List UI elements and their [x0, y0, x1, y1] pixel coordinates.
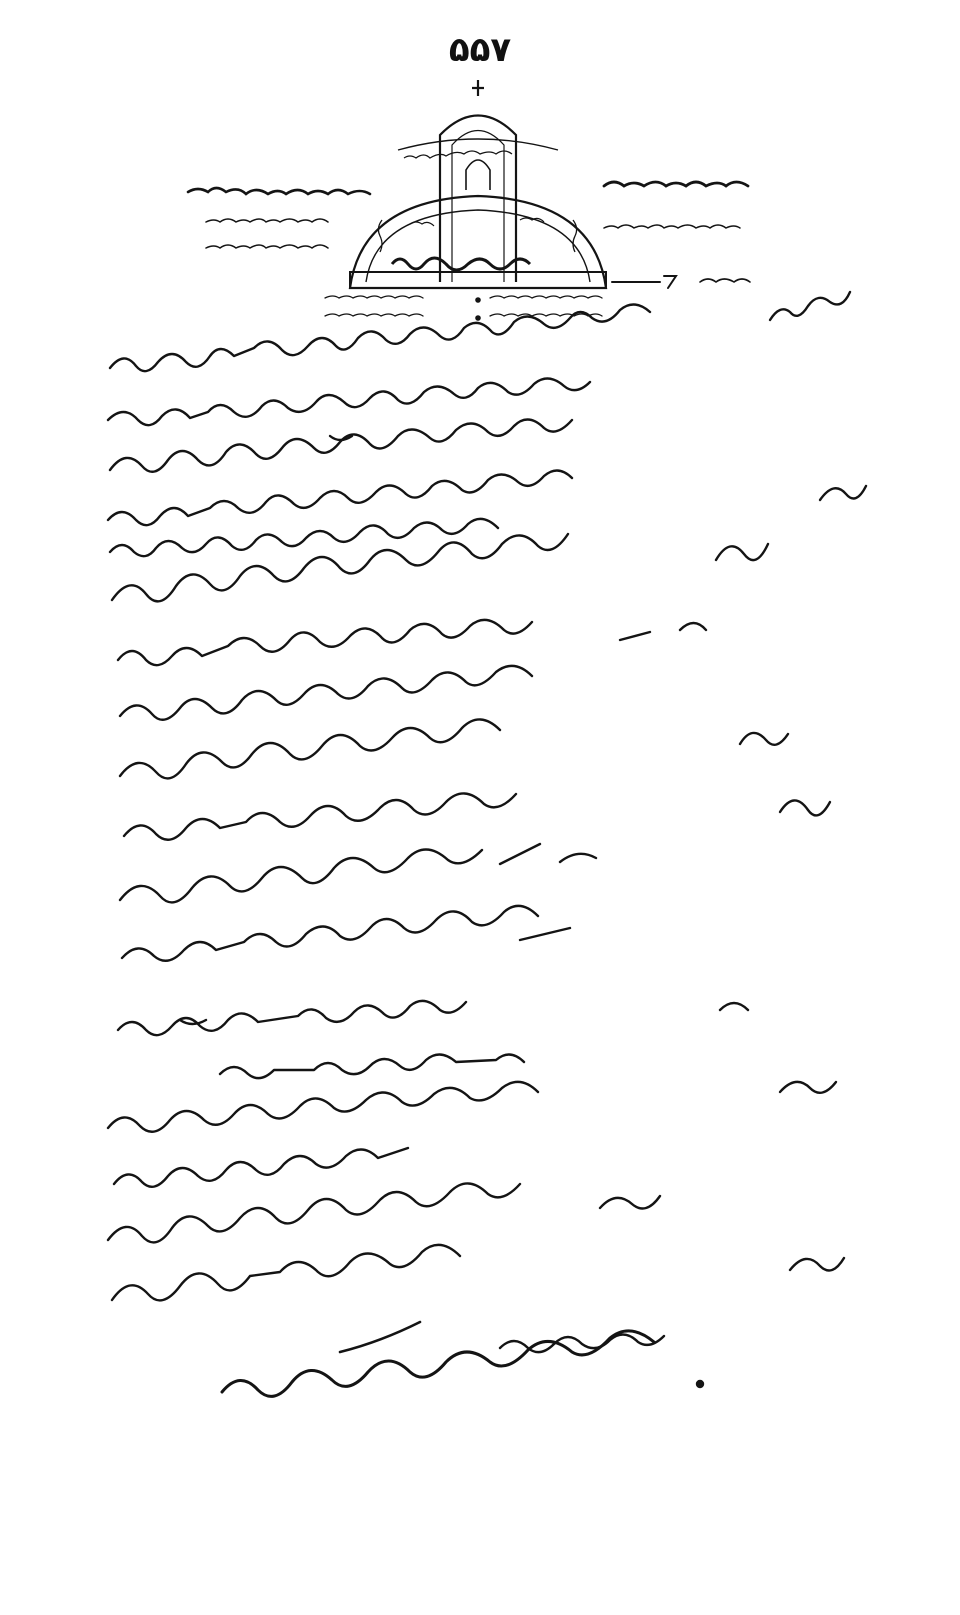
body-line: [220, 1054, 524, 1078]
body-line: [124, 793, 516, 839]
body-line: [110, 419, 572, 471]
body-line: [122, 906, 538, 961]
body-line: [120, 666, 532, 720]
letter-body-handwriting: [108, 292, 866, 1396]
postscript-line: [108, 1183, 520, 1242]
page-number: ۵۵۷: [448, 30, 512, 70]
body-line: [112, 534, 568, 601]
body-line: [120, 849, 482, 902]
margin-note: [770, 292, 850, 320]
postscript-line: [114, 1148, 408, 1187]
closing-line: [500, 1334, 664, 1352]
body-line: [118, 1001, 466, 1035]
body-line: [108, 470, 572, 525]
body-line: [118, 620, 532, 665]
postscript-line: [112, 1245, 460, 1301]
body-line: [108, 378, 590, 425]
letterhead-text: [188, 182, 750, 320]
domed-shrine-seal-icon: [350, 80, 606, 288]
body-line: [120, 719, 500, 778]
signature: [222, 1331, 654, 1397]
postscript-line: [108, 1082, 538, 1132]
